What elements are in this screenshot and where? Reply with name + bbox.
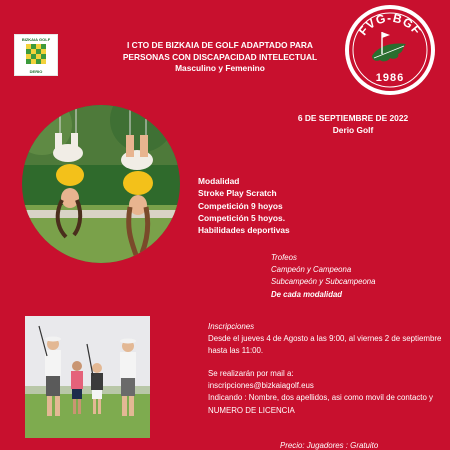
modalidad-item: Habilidades deportivas [198,225,290,236]
modalidad-item: Stroke Play Scratch [198,188,277,199]
modalidad-item: Competición 9 hoyos [198,200,283,211]
trofeos-note: De cada modalidad [271,289,343,299]
inscripciones-instructions: Indicando : Nombre, dos apellidos, asi como movil de contacto y NUMERO DE LICENCIA [208,393,433,415]
logo-top-text: BIZKAIA GOLF [21,37,51,42]
event-date: 6 DE SEPTIEMBRE DE 2022 [297,113,409,123]
title-line-3: Masculino y Femenino [175,63,265,74]
kids-swing-photo [22,105,180,263]
logo-bottom-text: DERIO [29,69,43,74]
modalidad-item: Competición 5 hoyos. [198,212,286,223]
event-title [88,40,352,75]
seal-year: 1986 [375,72,405,84]
precio-text: Precio: Jugadores : Gratuito [280,441,379,450]
inscripciones-dates: Desde el jueves 4 de Agosto a las 9:00, al viernes 2 de septiembre hasta las 11:00. [208,334,442,356]
title-line-1: I CTO DE BIZKAIA DE GOLF ADAPTADO PARA [127,40,313,50]
trofeos-title: Trofeos [271,253,297,262]
modalidad-section [198,175,290,236]
golf-crest-icon [25,43,47,65]
trofeos-section [271,252,375,301]
event-date-venue [268,112,438,136]
trofeo-line: Subcampeón y Subcampeona [271,277,376,287]
inscripciones-title: Inscripciones [208,322,255,331]
event-venue: Derio Golf [332,125,374,135]
title-line-2: PERSONAS CON DISCAPACIDAD INTELECTUAL [122,51,318,62]
modalidad-title: Modalidad [198,176,240,186]
bizkaia-golf-logo [14,34,58,76]
inscripciones-mail-intro: Se realizarán por mail a: [208,369,294,379]
golfers-photo [25,316,150,438]
fvg-bgf-seal [342,2,438,98]
trofeo-line: Campeón y Campeona [271,265,352,275]
inscripciones-section [208,321,444,417]
inscripciones-email[interactable]: inscripciones@bizkaiagolf.eus [208,381,314,391]
seal-top-text: FVG-BGF [355,10,425,39]
